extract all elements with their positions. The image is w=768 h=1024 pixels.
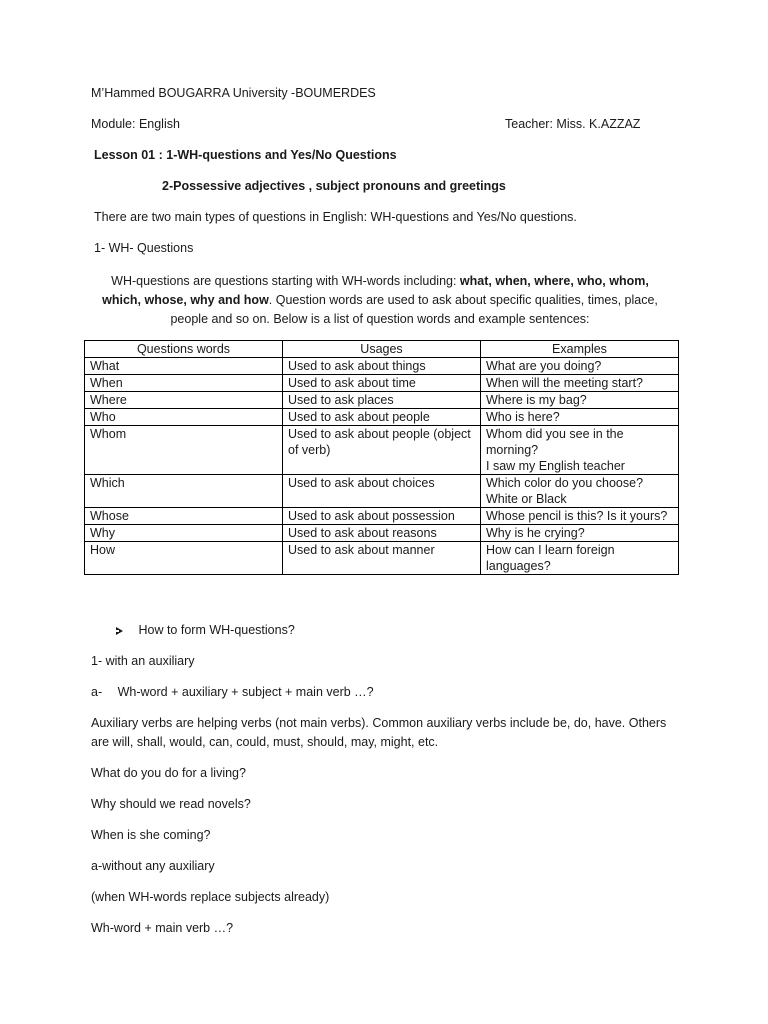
question-word-cell: How (85, 542, 283, 575)
example-sentence: Why should we read novels? (91, 797, 251, 811)
university-name: M’Hammed BOUGARRA University -BOUMERDES (91, 86, 376, 100)
formula-a-text: Wh-word + auxiliary + subject + main verb …? (117, 685, 374, 699)
example-sentence: What do you do for a living? (91, 766, 246, 780)
table-row (85, 426, 679, 475)
usage-cell: Used to ask about choices (283, 475, 481, 508)
teacher-label: Teacher: Miss. K.AZZAZ (505, 117, 641, 131)
table-row (85, 375, 679, 392)
question-word-cell: When (85, 375, 283, 392)
usage-cell: Used to ask about manner (283, 542, 481, 575)
formula-b: Wh-word + main verb …? (91, 921, 234, 935)
formula-a (91, 685, 374, 699)
how-to-form-item (116, 623, 295, 637)
with-auxiliary-heading: 1- with an auxiliary (91, 654, 195, 668)
wh-paragraph-rest: . Question words are used to ask about specific qualities, times, place, people and so on. Below is a list of question words and example sentences: (170, 293, 658, 326)
table-header-cell: Usages (283, 341, 481, 358)
formula-a-label: a- (91, 685, 103, 699)
question-words-table (84, 340, 679, 575)
how-to-form-heading: How to form WH-questions? (138, 623, 295, 637)
table-header-cell: Questions words (85, 341, 283, 358)
usage-cell: Used to ask about things (283, 358, 481, 375)
table-row (85, 508, 679, 525)
module-label: Module: English (91, 117, 180, 131)
example-cell: Which color do you choose?White or Black (481, 475, 679, 508)
wh-paragraph-lead: WH-questions are questions starting with WH-words including: (111, 274, 460, 288)
question-word-cell: Whom (85, 426, 283, 475)
question-word-cell: Who (85, 409, 283, 426)
usage-cell: Used to ask about time (283, 375, 481, 392)
example-cell: Whom did you see in the morning? I saw my English teacher (481, 426, 679, 475)
without-auxiliary-note: (when WH-words replace subjects already) (91, 890, 330, 904)
table-row (85, 525, 679, 542)
example-cell: What are you doing? (481, 358, 679, 375)
question-word-cell: Why (85, 525, 283, 542)
wh-paragraph (90, 272, 670, 329)
example-cell: Why is he crying? (481, 525, 679, 542)
without-auxiliary-heading: a-without any auxiliary (91, 859, 215, 873)
example-cell: Who is here? (481, 409, 679, 426)
arrow-bullet-icon (116, 627, 123, 635)
question-word-cell: What (85, 358, 283, 375)
usage-cell: Used to ask about reasons (283, 525, 481, 542)
table-header-cell: Examples (481, 341, 679, 358)
table-header-row (85, 341, 679, 358)
table-row (85, 392, 679, 409)
section-heading-wh: 1- WH- Questions (94, 241, 194, 255)
intro-text: There are two main types of questions in English: WH-questions and Yes/No questions. (94, 210, 577, 224)
example-sentence: When is she coming? (91, 828, 211, 842)
question-word-cell: Which (85, 475, 283, 508)
example-cell: Where is my bag? (481, 392, 679, 409)
table-body (85, 358, 679, 575)
table-row (85, 409, 679, 426)
lesson-subtitle: 2-Possessive adjectives , subject pronouns and greetings (162, 179, 506, 193)
example-cell: When will the meeting start? (481, 375, 679, 392)
example-cell: Whose pencil is this? Is it yours? (481, 508, 679, 525)
table-row (85, 358, 679, 375)
question-word-cell: Where (85, 392, 283, 409)
auxiliary-paragraph: Auxiliary verbs are helping verbs (not main verbs). Common auxiliary verbs include be, do, have. Others are will, shall, would, can, could, must, should, may, might, etc. (91, 716, 667, 749)
usage-cell: Used to ask about people (283, 409, 481, 426)
table-row (85, 475, 679, 508)
usage-cell: Used to ask about possession (283, 508, 481, 525)
wh-paragraph-words: what, when, where, who, whom, which, whose, why and how (102, 274, 649, 307)
question-word-cell: Whose (85, 508, 283, 525)
example-cell: How can I learn foreign languages? (481, 542, 679, 575)
usage-cell: Used to ask about people (object of verb) (283, 426, 481, 475)
lesson-title: Lesson 01 : 1-WH-questions and Yes/No Questions (94, 148, 397, 162)
table-row (85, 542, 679, 575)
usage-cell: Used to ask places (283, 392, 481, 409)
